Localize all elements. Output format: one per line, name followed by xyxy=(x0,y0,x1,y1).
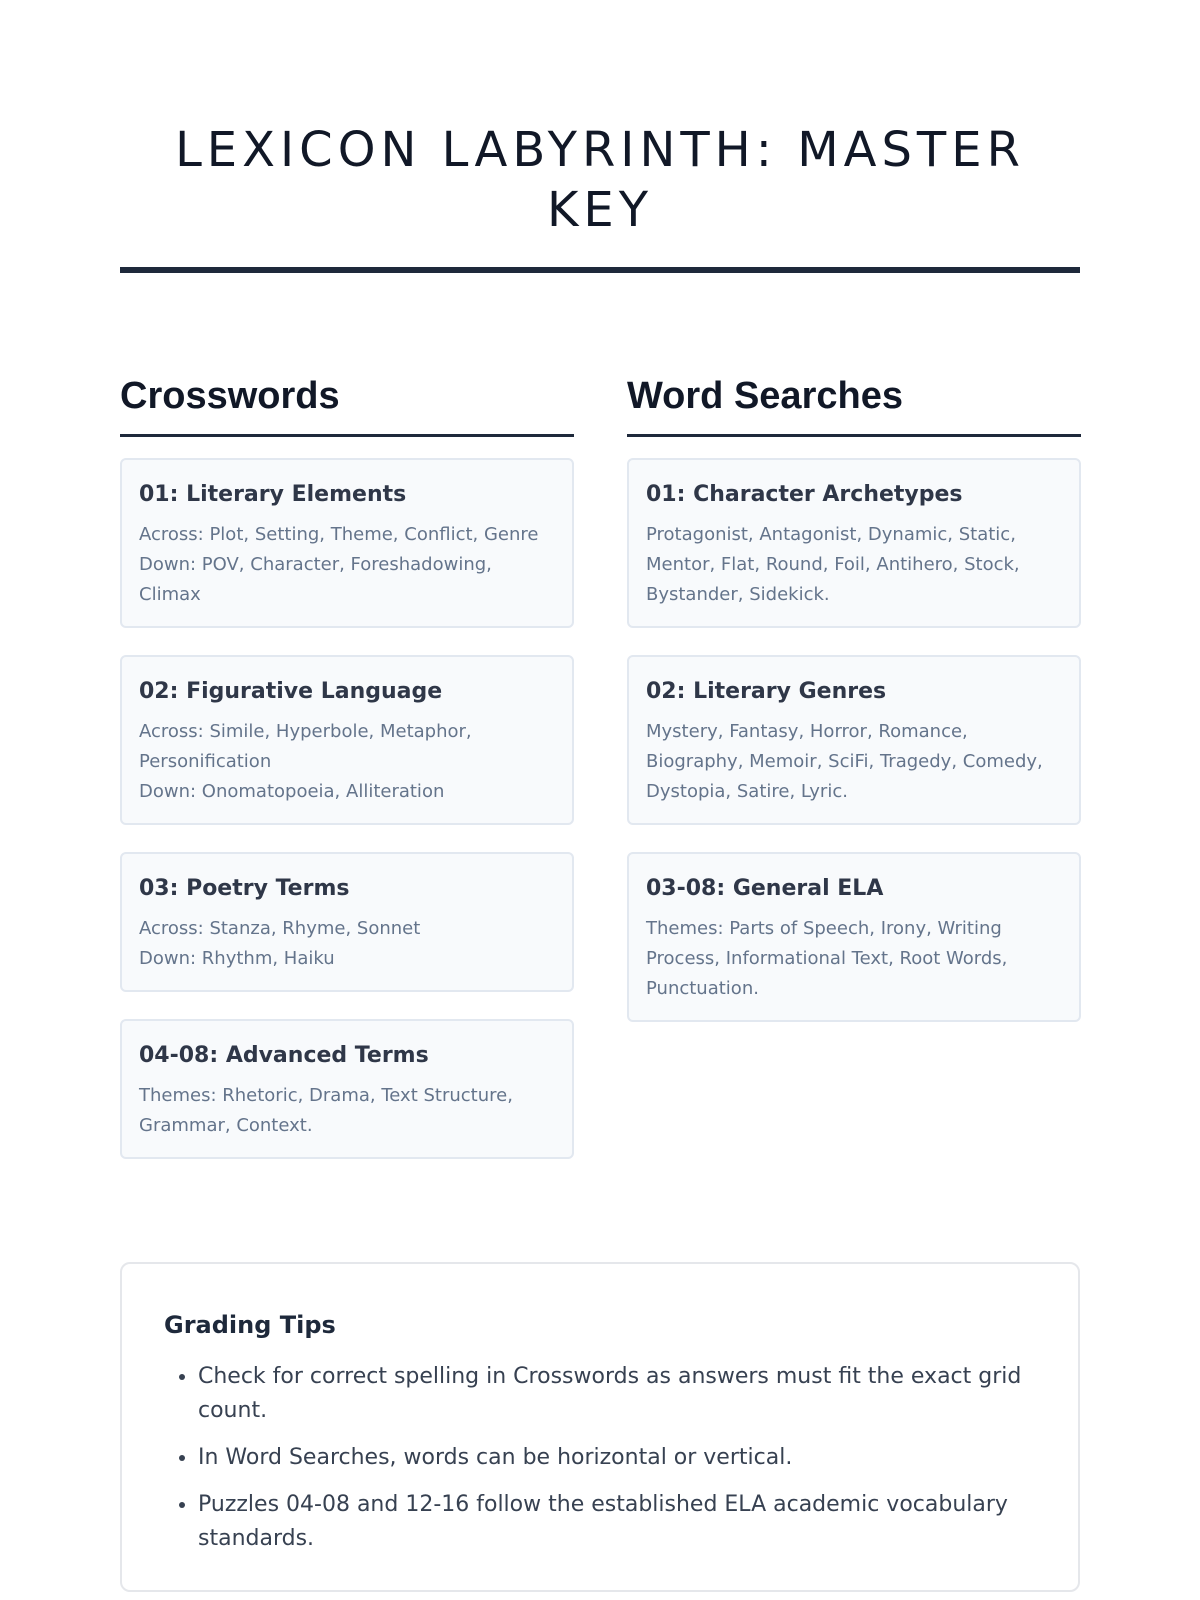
card-across-line: Across: Stanza, Rhyme, Sonnet xyxy=(139,918,421,939)
grading-tips-panel xyxy=(120,1262,1080,1592)
card-word-list: Mystery, Fantasy, Horror, Romance, Biography, Memoir, SciFi, Tragedy, Comedy, Dystopia, Satire, Lyric. xyxy=(646,721,1043,802)
crosswords-section xyxy=(120,370,574,1186)
grading-tips-list xyxy=(164,1360,1038,1556)
title-divider xyxy=(120,267,1080,273)
card-title: 02: Literary Genres xyxy=(646,679,887,704)
card-across-line: Across: Plot, Setting, Theme, Conflict, Genre xyxy=(139,524,539,545)
card-title: 02: Figurative Language xyxy=(139,679,443,704)
grading-tips-heading: Grading Tips xyxy=(164,1311,336,1339)
grading-tip-item: • In Word Searches, words can be horizontal or vertical. xyxy=(198,1441,1038,1475)
word-search-card-character-archetypes xyxy=(627,458,1081,628)
card-title: 01: Literary Elements xyxy=(139,482,407,507)
card-themes-line: Themes: Parts of Speech, Irony, Writing Process, Informational Text, Root Words, Punctuation. xyxy=(646,918,1008,999)
grading-tip-item: • Puzzles 04-08 and 12-16 follow the established ELA academic vocabulary standards. xyxy=(198,1488,1038,1556)
card-title: 04-08: Advanced Terms xyxy=(139,1043,429,1068)
word-searches-section xyxy=(627,370,1081,1049)
word-search-card-general-ela xyxy=(627,852,1081,1022)
card-down-line: Down: Onomatopoeia, Alliteration xyxy=(139,781,445,802)
crossword-card-advanced-terms xyxy=(120,1019,574,1159)
card-title: 03-08: General ELA xyxy=(646,876,884,901)
card-themes-line: Themes: Rhetoric, Drama, Text Structure, Grammar, Context. xyxy=(139,1085,513,1136)
word-search-card-list xyxy=(627,458,1081,1022)
crossword-card-literary-elements xyxy=(120,458,574,628)
crosswords-card-list xyxy=(120,458,574,1159)
grading-tip-item: • Check for correct spelling in Crosswords as answers must fit the exact grid count. xyxy=(198,1360,1038,1428)
crossword-card-poetry-terms xyxy=(120,852,574,992)
card-down-line: Down: POV, Character, Foreshadowing, Climax xyxy=(139,554,492,605)
card-title: 01: Character Archetypes xyxy=(646,482,963,507)
page-title: LEXICON LABYRINTH: MASTER KEY xyxy=(175,122,1025,238)
word-searches-heading: Word Searches xyxy=(627,370,1081,437)
card-title: 03: Poetry Terms xyxy=(139,876,350,901)
word-search-card-literary-genres xyxy=(627,655,1081,825)
card-down-line: Down: Rhythm, Haiku xyxy=(139,948,335,969)
crossword-card-figurative-language xyxy=(120,655,574,825)
crosswords-heading: Crosswords xyxy=(120,370,574,437)
card-across-line: Across: Simile, Hyperbole, Metaphor, Personification xyxy=(139,721,472,772)
card-word-list: Protagonist, Antagonist, Dynamic, Static, Mentor, Flat, Round, Foil, Antihero, Stock, Bystander, Sidekick. xyxy=(646,524,1020,605)
